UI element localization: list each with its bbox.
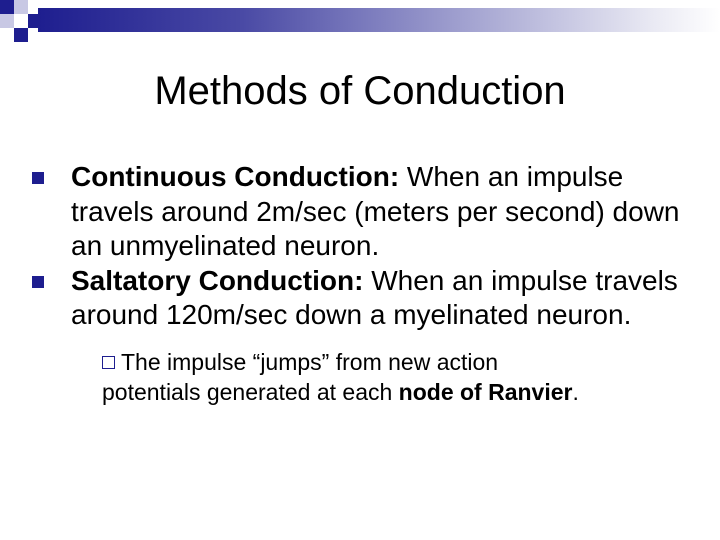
decorative-square — [14, 28, 28, 42]
sub-bullet-end: . — [572, 378, 579, 405]
decorative-square — [0, 14, 14, 28]
bullet-text: When an impulse travels around 120m/sec down a myelinated neuron. — [71, 264, 678, 330]
slide-body — [32, 160, 702, 407]
square-bullet-icon — [32, 276, 44, 288]
bullet-term: Continuous Conduction: — [71, 161, 400, 192]
decorative-header-band — [0, 0, 720, 42]
bullet-continuous-conduction — [32, 160, 702, 264]
sub-bullet-term: node of Ranvier — [398, 378, 573, 405]
sub-bullet-node-of-ranvier — [102, 347, 602, 407]
sub-bullet-text: The impulse “jumps” from new action potentials generated at each — [102, 348, 499, 405]
square-bullet-icon — [32, 172, 44, 184]
checkbox-bullet-icon — [102, 356, 115, 369]
gradient-bar — [38, 8, 720, 32]
decorative-square — [14, 0, 28, 14]
decorative-square — [28, 0, 38, 8]
decorative-square — [0, 0, 14, 14]
decorative-square — [14, 14, 28, 28]
bullet-term: Saltatory Conduction: — [71, 264, 364, 296]
slide-title: Methods of Conduction — [154, 69, 566, 113]
bullet-saltatory-conduction — [32, 264, 702, 333]
bullet-text: When an impulse travels around 2m/sec (meters per second) down an unmyelinated neuron. — [71, 161, 680, 261]
